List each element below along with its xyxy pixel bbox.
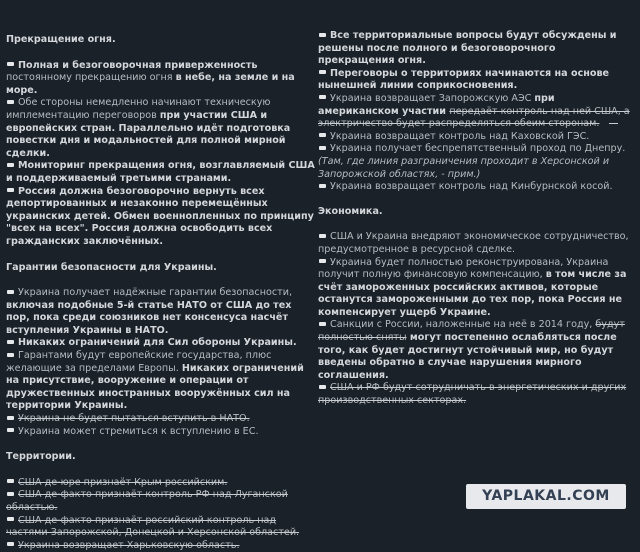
- bullet-icon: [7, 290, 14, 294]
- section-title-ceasefire: Прекращение огня.: [6, 34, 116, 45]
- bullet-icon: [7, 353, 14, 357]
- bullet-icon: [7, 62, 14, 66]
- bullet-icon: [319, 385, 326, 389]
- bullet-icon: [319, 70, 326, 74]
- dash-mark: [609, 123, 618, 124]
- bullet-icon: [319, 146, 326, 150]
- left-column: [0, 0, 318, 552]
- territories-note: (Там, где линия разграничения проходит в Херсонской и Запорожской областях, - прим.): [318, 155, 610, 180]
- territories-item-1: США де-юре признаёт Крым российским.: [6, 477, 318, 490]
- security-item-1: Украина получает надёжные гарантии безопасности, включая подобные 5-й статье НАТО от США до тех пор, пока среди союзников нет консенсуса насчёт вступления Украины в НАТО.: [6, 287, 292, 336]
- ceasefire-item-4: Россия должна безоговорочно вернуть всех депортированных и незаконно перемещённых украинских детей. Обмен военнопленных по принципу "всех на всех". Россия должна освободить всех гражданских заключённых.: [6, 185, 314, 247]
- ceasefire-item-3: Мониторинг прекращения огня, возглавляемый США и поддерживаемый третьими странами.: [6, 160, 315, 184]
- territories-item-6: Переговоры о территориях начинаются на основе нынешней линии соприкосновения.: [318, 67, 610, 92]
- economy-item-2: Украина будет полностью реконструирована, Украина получит полную финансовую компенсацию, в том числе за счёт замороженных российских активов, которые останутся замороженными до тех пор, пока Россия не компенсирует ущерб Украине.: [318, 256, 627, 318]
- bullet-icon: [319, 184, 326, 188]
- economy-item-1: США и Украина внедряют экономическое сотрудничество, предусмотренное в ресурсной сделке.: [318, 231, 629, 255]
- territories-item-2: США де-факто признаёт контроль РФ над Луганской областью.: [6, 489, 288, 513]
- territories-item-9: Украина получает беспрепятственный проход по Днепру.: [318, 143, 632, 156]
- bullet-icon: [7, 542, 14, 546]
- economy-item-4: США и РФ будут сотрудничать в энергетических и других производственных секторах.: [318, 382, 627, 407]
- bullet-icon: [319, 259, 326, 263]
- bullet-icon: [7, 517, 14, 521]
- security-item-4: Украина не будет пытаться вступить в НАТО.: [6, 413, 318, 426]
- security-item-3: Гарантами будут европейские государства, плюс желающие за пределами Европы. Никаких ограничений на присутствие, вооружение и операции от дружественных иностранных вооружённых сил на территории Украины.: [6, 350, 304, 412]
- right-column: [315, 0, 640, 408]
- economy-item-3: Санкции с России, наложенные на неё в 2014 году, будут полностью сняты могут постепенно ослабляться после того, как будет достигнут устойчивый мир, но будут введены обратно в случае нарушения мирного соглашения.: [318, 319, 625, 381]
- territories-item-3: США де-факто признаёт российский контроль над частями Запорожской, Донецкой и Херсонской областей.: [6, 514, 300, 539]
- bullet-icon: [7, 492, 14, 496]
- territories-item-5: Все территориальные вопросы будут обсуждены и решены после полного и безоговорочного прекращения огня.: [318, 30, 617, 67]
- security-item-2: Никаких ограничений для Сил обороны Украины.: [6, 337, 318, 350]
- bullet-icon: [319, 33, 326, 37]
- bullet-icon: [319, 95, 326, 99]
- bullet-icon: [319, 133, 326, 137]
- section-title-territories: Территории.: [6, 451, 76, 463]
- bullet-icon: [7, 340, 14, 344]
- bullet-icon: [319, 234, 326, 238]
- bullet-icon: [7, 163, 14, 167]
- territories-item-4: Украина возвращает Харьковскую область.: [6, 540, 318, 552]
- section-title-security: Гарантии безопасности для Украины.: [6, 261, 217, 273]
- bullet-icon: [7, 100, 14, 104]
- bullet-icon: [7, 428, 14, 432]
- bullet-icon: [7, 188, 14, 192]
- section-title-economy: Экономика.: [318, 205, 383, 217]
- bullet-icon: [7, 479, 14, 483]
- ceasefire-item-2: Обе стороны немедленно начинают техническую имплементацию переговоров при участии США и европейских стран. Параллельно идёт подготовка повестки дня и модальностей для полной мирной сделки.: [6, 97, 291, 159]
- territories-item-8: Украина возвращает контроль над Каховской ГЭС.: [318, 131, 632, 144]
- ceasefire-item-1: Полная и безоговорочная приверженность постоянному прекращению огня в небе, на земле и на море.: [6, 59, 295, 96]
- bullet-icon: [319, 322, 326, 326]
- yaplakal-watermark-logo: YAPLAKAL.COM: [466, 484, 626, 509]
- security-item-5: Украина может стремиться к вступлению в ЕС.: [6, 426, 318, 439]
- territories-item-10: Украина возвращает контроль над Кинбурнской косой.: [318, 181, 632, 194]
- bullet-icon: [7, 416, 14, 420]
- territories-item-7: Украина возвращает Запорожскую АЭС при американском участии передаёт контроль над ней США, а электричество будет распределяться обеим сторонам.: [318, 92, 630, 130]
